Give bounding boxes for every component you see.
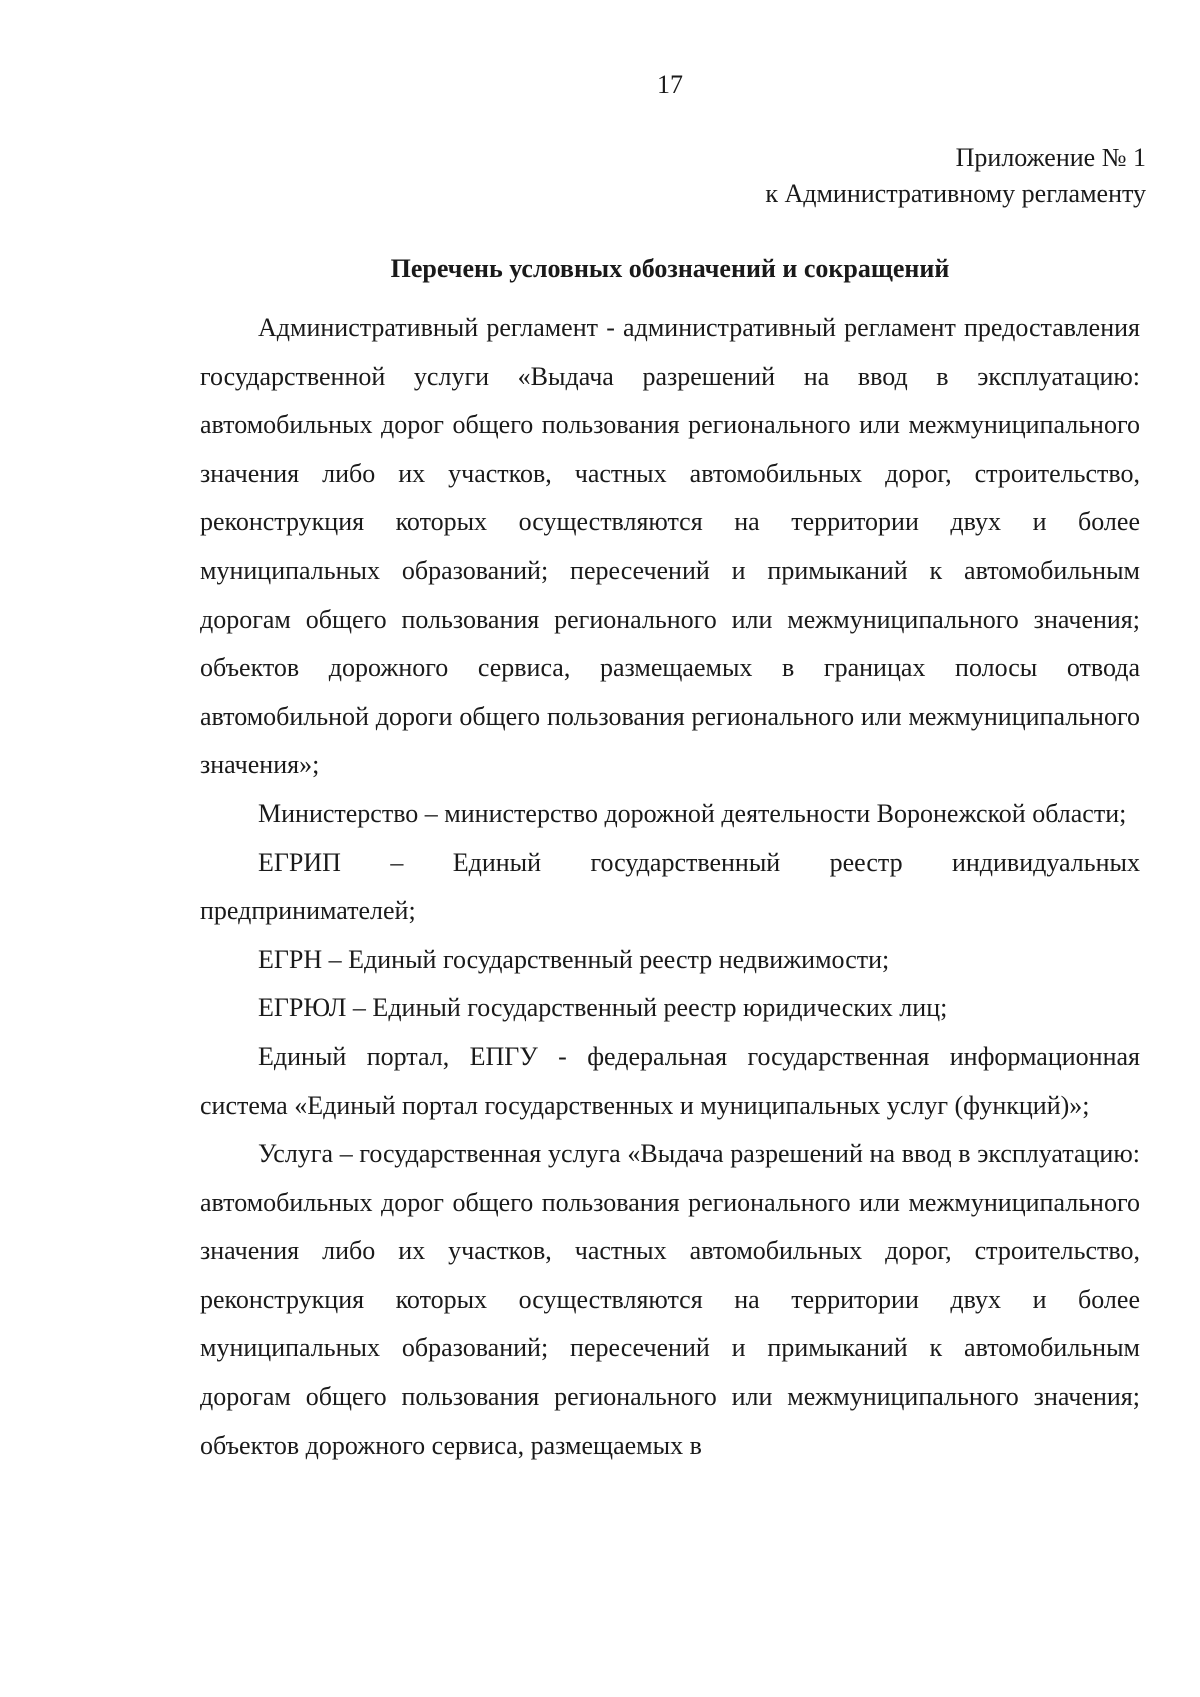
paragraph-ministry: Министерство – министерство дорожной деятельности Воронежской области; bbox=[258, 798, 1127, 828]
paragraph-egrn: ЕГРН – Единый государственный реестр недвижимости; bbox=[258, 944, 890, 974]
page-number: 17 bbox=[657, 70, 683, 99]
appendix-line-2: к Административному регламенту bbox=[765, 179, 1146, 208]
document-body bbox=[200, 304, 1140, 1470]
appendix-header bbox=[765, 140, 1146, 212]
document-title: Перечень условных обозначений и сокращений bbox=[390, 254, 950, 283]
paragraph-unified-portal: Единый портал, ЕПГУ - федеральная государственная информационная система «Единый портал государственных и муниципальных услуг (функций)»; bbox=[200, 1041, 1140, 1120]
paragraph-egrip: ЕГРИП – Единый государственный реестр индивидуальных предпринимателей; bbox=[200, 847, 1140, 926]
paragraph-egrul: ЕГРЮЛ – Единый государственный реестр юридических лиц; bbox=[258, 993, 948, 1023]
paragraph-administrative-regulation: Административный регламент - административный регламент предоставления государственной услуги «Выдача разрешений на ввод в эксплуатацию: автомобильных дорог общего пользования регионального или межмуниципального значения либо их участков, частных автомобильных дорог, строительство, реконструкция которых осуществляются на территории двух и более муниципальных образований; пересечений и примыканий к автомобильным дорогам общего пользования регионального или межмуниципального значения; объектов дорожного сервиса, размещаемых в границах полосы отвода автомобильной дороги общего пользования регионального или межмуниципального значения»; bbox=[200, 313, 1140, 780]
paragraph-service: Услуга – государственная услуга «Выдача разрешений на ввод в эксплуатацию: автомобильных дорог общего пользования регионального или межмуниципального значения либо их участков, частных автомобильных дорог, строительство, реконструкция которых осуществляются на территории двух и более муниципальных образований; пересечений и примыканий к автомобильным дорогам общего пользования регионального или межмуниципального значения; объектов дорожного сервиса, размещаемых в bbox=[200, 1139, 1140, 1460]
appendix-line-1: Приложение № 1 bbox=[955, 143, 1146, 172]
